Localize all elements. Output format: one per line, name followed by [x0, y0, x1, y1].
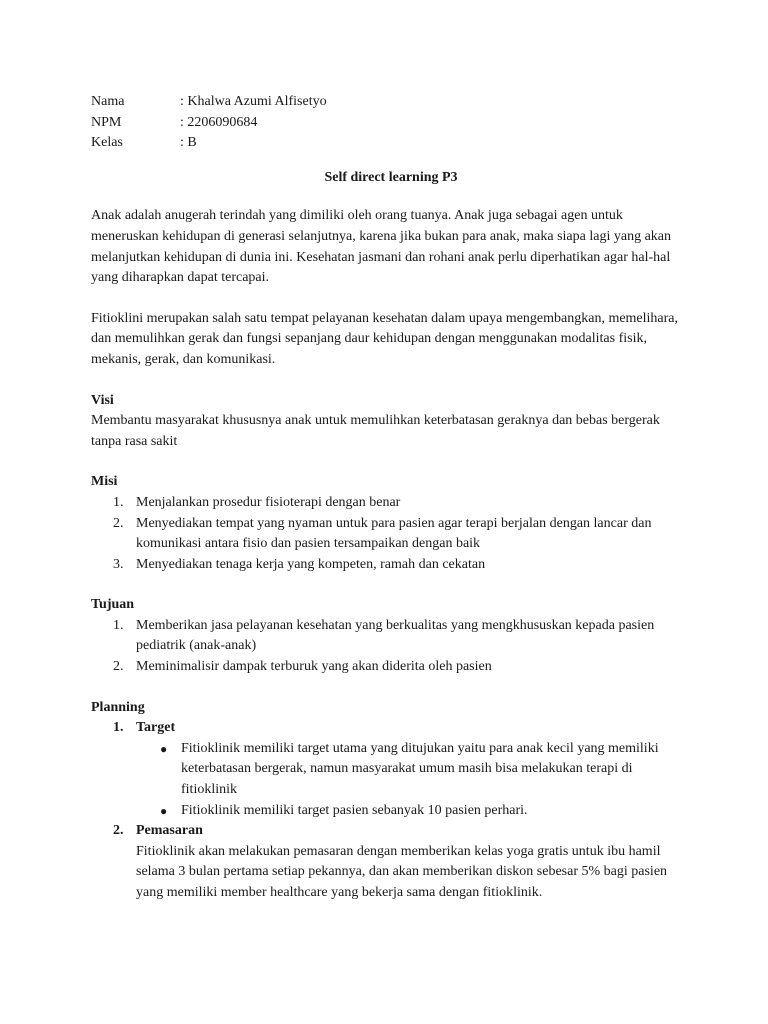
list-number: 1.: [113, 720, 124, 736]
visi-text: Membantu masyarakat khususnya anak untuk memulihkan keterbatasan geraknya dan bebas bergerak tanpa rasa sakit: [91, 413, 660, 449]
info-value: : Khalwa Azumi Alfisetyo: [180, 94, 327, 109]
list-item-text: Memberikan jasa pelayanan kesehatan yang berkualitas yang mengkhususkan kepada pasien pediatrik (anak-anak): [136, 617, 655, 654]
info-row-nama: [91, 92, 691, 113]
list-number: 3.: [113, 556, 124, 572]
list-item: [91, 514, 691, 555]
bullet-item: [136, 739, 691, 801]
document-content: [91, 92, 691, 904]
list-number: 2.: [113, 823, 124, 839]
target-bullet-list: [136, 739, 691, 821]
student-info: [91, 92, 691, 154]
intro-paragraph: Anak adalah anugerah terindah yang dimiliki oleh orang tuanya. Anak juga sebagai agen untuk meneruskan kehidupan di generasi selanjutnya, karena jika bukan para anak, maka siapa lagi yang akan melanjutkan kehidupan di dunia ini. Kesehatan jasmani dan rohani anak perlu diperhatikan agar hal-hal yang diharapkan dapat tercapai.: [91, 208, 671, 286]
list-item: [91, 555, 691, 576]
misi-list: [91, 493, 691, 575]
intro-paragraph: Fitioklini merupakan salah satu tempat pelayanan kesehatan dalam upaya mengembangkan, memelihara, dan memulihkan gerak dan fungsi sepanjang daur kehidupan dengan menggunakan modalitas fisik, mekanis, gerak, dan komunikasi.: [91, 310, 679, 367]
bullet-text: Fitioklinik memiliki target utama yang ditujukan yaitu para anak kecil yang memiliki keterbatasan bergerak, namun masyarakat umum masih bisa melakukan terapi di fitioklinik: [181, 740, 659, 798]
info-label: Kelas: [91, 135, 123, 151]
visi-heading: Visi: [91, 392, 114, 408]
list-number: 1.: [113, 617, 124, 633]
misi-heading: Misi: [91, 474, 118, 490]
list-item-text: Meminimalisir dampak terburuk yang akan diderita oleh pasien: [136, 659, 492, 675]
info-label: NPM: [91, 114, 122, 130]
list-item-text: Menyediakan tenaga kerja yang kompeten, ramah dan cekatan: [136, 556, 486, 572]
list-number: 1.: [113, 494, 124, 510]
pemasaran-heading: Pemasaran: [136, 823, 203, 839]
list-number: 2.: [113, 515, 124, 531]
info-value: : B: [180, 135, 197, 151]
bullet-icon: ●: [160, 741, 168, 756]
list-item: [91, 657, 691, 678]
target-heading: Target: [136, 720, 176, 736]
bullet-item: [136, 801, 691, 822]
info-row-npm: [91, 113, 691, 134]
planning-item-target: [91, 718, 691, 821]
list-item-text: Menjalankan prosedur fisioterapi dengan benar: [136, 494, 401, 510]
document-title: Self direct learning P3: [324, 169, 458, 185]
list-item: [91, 616, 691, 657]
list-number: 2.: [113, 659, 124, 675]
info-label: Nama: [91, 94, 125, 109]
bullet-text: Fitioklinik memiliki target pasien sebanyak 10 pasien perhari.: [181, 802, 528, 818]
tujuan-heading: Tujuan: [91, 597, 135, 613]
info-value: : 2206090684: [180, 114, 258, 130]
bullet-icon: ●: [160, 803, 168, 818]
planning-item-pemasaran: [91, 821, 691, 903]
list-item-text: Menyediakan tempat yang nyaman untuk para pasien agar terapi berjalan dengan lancar dan komunikasi antara fisio dan pasien tersampaikan dengan baik: [136, 515, 652, 552]
planning-heading: Planning: [91, 699, 145, 715]
list-item: [91, 493, 691, 514]
info-row-kelas: [91, 133, 691, 154]
pemasaran-text: Fitioklinik akan melakukan pemasaran dengan memberikan kelas yoga gratis untuk ibu hamil selama 3 bulan pertama setiap pekannya, dan akan memberikan diskon sebesar 5% bagi pasien yang memiliki member healthcare yang bekerja sama dengan fitioklinik.: [136, 843, 668, 900]
tujuan-list: [91, 616, 691, 678]
